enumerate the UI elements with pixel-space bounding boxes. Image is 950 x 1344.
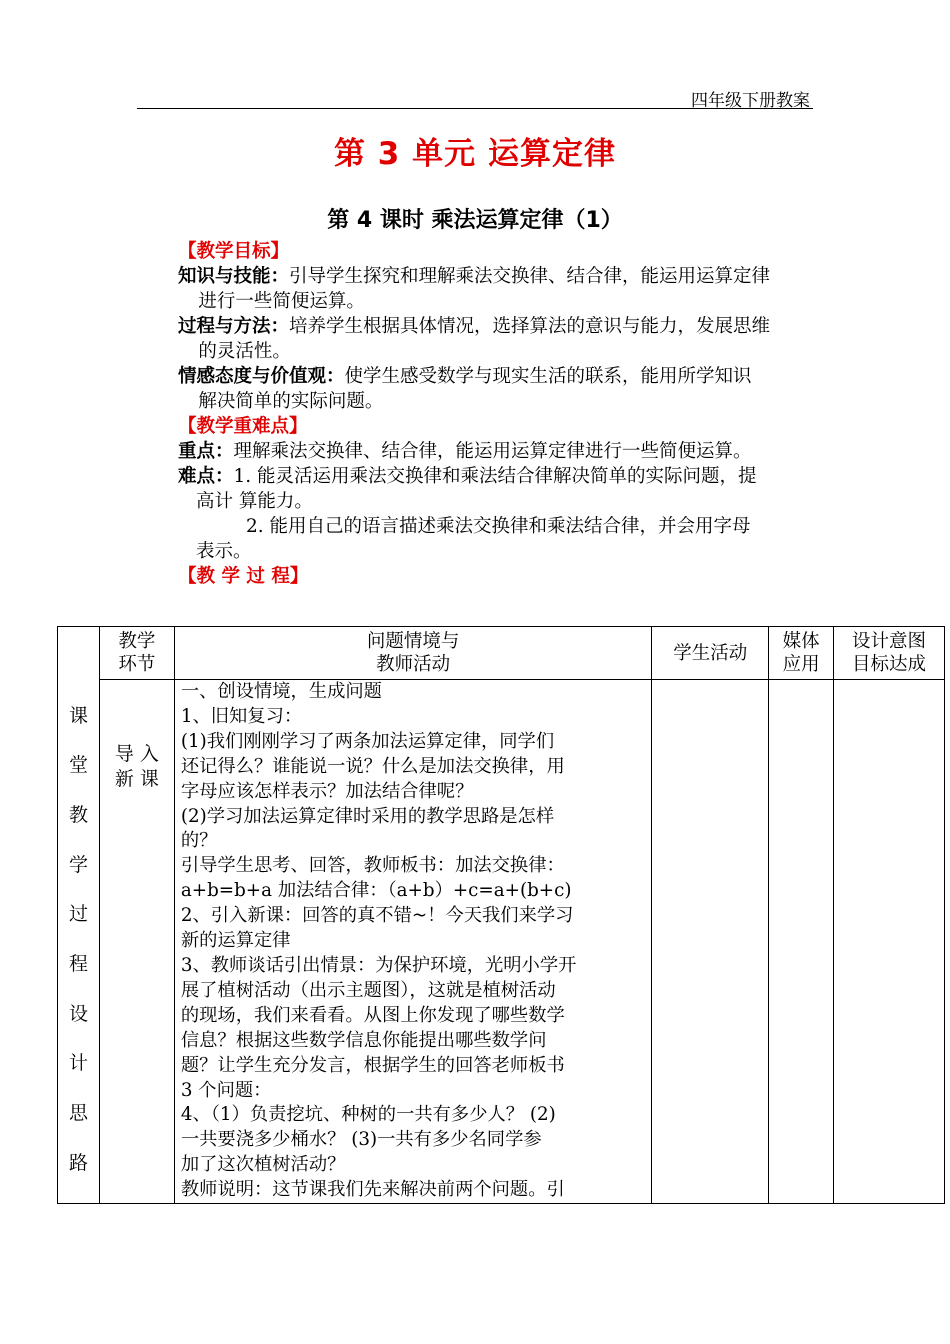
goal-text-cont: 解决简单的实际问题。 [198,391,384,412]
content-line: 新的运算定律 [180,930,291,952]
content-cell [174,680,651,1204]
goal-label: 过程与方法： [178,316,290,337]
content-line: 信息？根据这些数学信息你能提出哪些数学问 [180,1029,547,1051]
goal-text: 引导学生探究和理解乘法交换律、结合律，能运用运算定律 [289,266,771,287]
hard-text-2-cont: 表示。 [196,541,252,562]
hard-label: 难点： [178,466,234,487]
process-table [57,626,945,1204]
side-char: 学 [68,853,88,876]
side-char: 路 [68,1151,88,1174]
goal-label: 情感态度与价值观： [178,366,345,387]
design-cell [834,680,945,1204]
goal-attitude [178,364,868,414]
goal-text-cont: 进行一些简便运算。 [198,291,365,312]
side-char: 思 [68,1102,88,1125]
content-line: 的？ [180,830,218,852]
keypoints-heading: 【教学重难点】 [178,416,308,437]
content-line: 字母应该怎样表示？加法结合律呢？ [180,780,474,802]
lesson-title: 第 4 课时 乘法运算定律（1） [327,208,623,233]
side-char: 教 [68,803,88,826]
key-text: 理解乘法交换律、结合律，能运用运算定律进行一些简便运算。 [233,441,752,462]
hard-point [178,464,868,564]
content-line: (2)学习加法运算定律时采用的教学思路是怎样 [180,805,555,827]
lesson-objectives [178,239,868,589]
header-design: 设计意图 目标达成 [834,627,945,680]
side-char: 计 [68,1052,88,1075]
goal-text-cont: 的灵活性。 [198,341,291,362]
content-line: (1)我们刚刚学习了两条加法运算定律，同学们 [180,730,555,752]
goal-knowledge [178,264,868,314]
goal-label: 知识与技能： [178,266,290,287]
content-line: 教师说明：这节课我们先来解决前两个问题。引 [180,1179,565,1201]
process-heading: 【教 学 过 程】 [178,566,309,587]
content-line: 的现场，我们来看看。从图上你发现了哪些数学 [180,1004,565,1026]
content-line: 1、旧知复习： [180,705,303,727]
content-line: 3 个问题： [180,1079,272,1101]
side-char: 设 [68,1002,88,1025]
header-label: 四年级下册教案 [691,91,810,111]
hard-text-1-cont: 高计 算能力。 [196,491,313,512]
content-line: 一、创设情境，生成问题 [180,681,382,702]
side-char: 堂 [68,754,88,777]
header-student: 学生活动 [652,627,769,680]
key-point [178,439,868,464]
content-line: 引导学生思考、回答，教师板书：加法交换律： [180,855,565,877]
content-line: 还记得么？谁能说一说？什么是加法交换律，用 [180,755,565,777]
header-rule [137,108,813,109]
side-label-cell [58,627,100,1204]
goal-process [178,314,868,364]
content-line: 2、引入新课：回答的真不错~！今天我们来学习 [180,905,574,927]
student-cell [652,680,769,1204]
goals-heading: 【教学目标】 [178,241,290,262]
phase-cell: 导 入 新 课 [99,680,174,1204]
hard-text-2: 2. 能用自己的语言描述乘法交换律和乘法结合律，并会用字母 [246,516,751,537]
header-media: 媒体 应用 [769,627,834,680]
content-line: 题？让学生充分发言，根据学生的回答老师板书 [180,1054,565,1076]
table-header-row [58,627,945,680]
unit-title: 第 3 单元 运算定律 [334,136,616,172]
header-content: 问题情境与 教师活动 [174,627,651,680]
goal-text: 使学生感受数学与现实生活的联系，能用所学知识 [344,366,752,387]
hard-text-1: 1. 能灵活运用乘法交换律和乘法结合律解决简单的实际问题，提 [233,466,757,487]
table-row [58,680,945,1204]
goal-text: 培养学生根据具体情况，选择算法的意识与能力，发展思维 [289,316,771,337]
content-line: a+b=b+a 加法结合律：（a+b）+c=a+(b+c) [180,880,572,902]
key-label: 重点： [178,441,234,462]
content-line: 展了植树活动（出示主题图），这就是植树活动 [180,979,556,1001]
media-cell [769,680,834,1204]
content-line: 3、教师谈话引出情景：为保护环境，光明小学开 [180,954,577,976]
side-char: 程 [68,953,88,976]
content-line: 一共要浇多少桶水？ (3)一共有多少名同学参 [180,1129,542,1151]
side-char: 过 [68,903,88,926]
side-char: 课 [68,704,88,727]
content-line: 4、（1）负责挖坑、种树的一共有多少人？ (2) [180,1104,556,1126]
header-phase: 教学 环节 [99,627,174,680]
content-line: 加了这次植树活动？ [180,1154,346,1176]
